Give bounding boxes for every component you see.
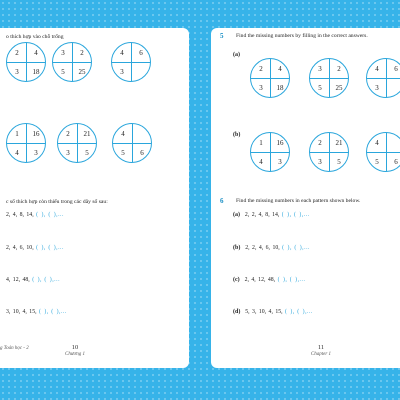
sequence-row	[6, 212, 64, 218]
circle-value: 4	[15, 149, 19, 157]
circle-value: 21	[83, 130, 91, 138]
part-label: (b)	[233, 245, 241, 251]
circle-value: 3	[278, 158, 282, 166]
question-number: 6	[220, 197, 224, 205]
circle-value: 4	[375, 65, 379, 73]
sequence-terms: 3, 10, 4, 15,	[6, 309, 37, 315]
circle-value: 2	[80, 49, 84, 57]
circle-value: 4	[121, 130, 125, 138]
number-circle	[111, 42, 151, 82]
chapter-label: Chapter 1	[310, 352, 332, 357]
answer-blank[interactable]: ( ),	[285, 309, 295, 315]
chapter-label: Chương 1	[65, 352, 85, 357]
circle-value: 5	[121, 149, 125, 157]
answer-blank[interactable]: ( ),...	[44, 277, 61, 283]
answer-blank[interactable]: ( ),...	[48, 245, 64, 251]
page-number: 11	[317, 344, 325, 351]
circle-value: 5	[85, 149, 89, 157]
number-circle	[52, 42, 92, 82]
answer-blank[interactable]: ( ),	[277, 277, 288, 283]
part-label: (a)	[233, 52, 240, 58]
answer-blank[interactable]: ( ),	[36, 245, 46, 251]
circle-value: 5	[318, 84, 322, 92]
sequence-terms: 2, 4, 6, 10,	[6, 245, 34, 251]
footer-book-title: g Toán học - 2	[0, 346, 29, 351]
left-instruction-top: o thích hợp vào chỗ trống	[6, 34, 64, 40]
circle-value: 5	[61, 68, 65, 76]
number-circle	[250, 132, 290, 172]
sequence-row	[6, 309, 67, 315]
circle-value: 6	[394, 158, 398, 166]
number-circle	[250, 58, 290, 98]
number-circle	[6, 123, 46, 163]
circle-value: 16	[276, 139, 284, 147]
circle-value: 2	[318, 139, 322, 147]
answer-blank[interactable]: ( ),...	[51, 309, 67, 315]
circle-value: 5	[337, 158, 341, 166]
number-circle	[366, 58, 400, 98]
number-circle	[6, 42, 46, 82]
circle-value: 25	[335, 84, 343, 92]
number-circle	[309, 58, 349, 98]
answer-blank[interactable]: ( ),	[36, 212, 46, 218]
part-label: (c)	[233, 277, 240, 283]
answer-blank[interactable]: ( ),...	[289, 277, 306, 283]
circle-value: 2	[66, 130, 70, 138]
sequence-terms: 5, 3, 10, 4, 15,	[245, 309, 283, 315]
sequence-row	[233, 212, 310, 218]
left-page	[0, 28, 189, 368]
circle-value: 4	[278, 65, 282, 73]
circle-value: 18	[276, 84, 284, 92]
circle-value: 6	[394, 65, 398, 73]
circle-value: 3	[120, 68, 124, 76]
answer-blank[interactable]: ( ),	[282, 245, 292, 251]
page-number: 10	[71, 344, 79, 351]
number-circle	[112, 123, 152, 163]
question-text: Find the missing numbers in each pattern shown below.	[236, 198, 361, 204]
circle-value: 4	[259, 158, 263, 166]
number-circle	[309, 132, 349, 172]
answer-blank[interactable]: ( ),	[39, 309, 49, 315]
question-number: 5	[220, 32, 224, 40]
right-page	[211, 28, 400, 368]
circle-value: 25	[78, 68, 86, 76]
circle-value: 5	[375, 158, 379, 166]
circle-value: 3	[15, 68, 19, 76]
part-label: (d)	[233, 309, 241, 315]
circle-value: 2	[15, 49, 19, 57]
sequence-row	[233, 277, 305, 283]
circle-value: 2	[259, 65, 263, 73]
sequence-terms: 2, 4, 8, 14,	[6, 212, 34, 218]
sequence-terms: 2, 2, 4, 6, 10,	[245, 245, 280, 251]
answer-blank[interactable]: ( ),...	[297, 309, 313, 315]
circle-value: 6	[139, 49, 143, 57]
circle-value: 6	[140, 149, 144, 157]
circle-value: 3	[375, 84, 379, 92]
sequence-row	[6, 245, 64, 251]
sequence-row	[233, 245, 310, 251]
answer-blank[interactable]: ( ),...	[294, 245, 310, 251]
circle-value: 4	[120, 49, 124, 57]
sequence-row	[233, 309, 313, 315]
circle-value: 3	[318, 65, 322, 73]
circle-value: 16	[32, 130, 40, 138]
sequence-terms: 2, 2, 4, 8, 14,	[244, 212, 280, 218]
part-label: (a)	[233, 212, 240, 218]
circle-value: 18	[32, 68, 40, 76]
circle-value: 1	[259, 139, 263, 147]
answer-blank[interactable]: ( ),	[32, 277, 42, 283]
answer-blank[interactable]: ( ),	[281, 212, 292, 218]
part-label: (b)	[233, 132, 241, 138]
sequence-row	[6, 277, 60, 283]
number-circle	[57, 123, 97, 163]
circle-value: 4	[34, 49, 38, 57]
circle-value: 21	[335, 139, 343, 147]
circle-value: 3	[66, 149, 70, 157]
circle-value: 3	[318, 158, 322, 166]
circle-value: 2	[337, 65, 341, 73]
sequence-terms: 4, 12, 48,	[6, 277, 30, 283]
sequence-terms: 2, 4, 12, 48,	[244, 277, 276, 283]
question-text: Find the missing numbers by filling in the correct answers.	[236, 33, 368, 39]
circle-value: 3	[259, 84, 263, 92]
circle-value: 4	[375, 139, 379, 147]
circle-value: 1	[15, 130, 19, 138]
left-instruction-patterns: c số thích hợp còn thiếu trong các dãy số sau:	[6, 199, 108, 205]
circle-value: 3	[34, 149, 38, 157]
answer-blank[interactable]: ( ),...	[294, 212, 310, 218]
answer-blank[interactable]: ( ),...	[48, 212, 64, 218]
circle-value: 3	[61, 49, 65, 57]
number-circle	[366, 132, 400, 172]
